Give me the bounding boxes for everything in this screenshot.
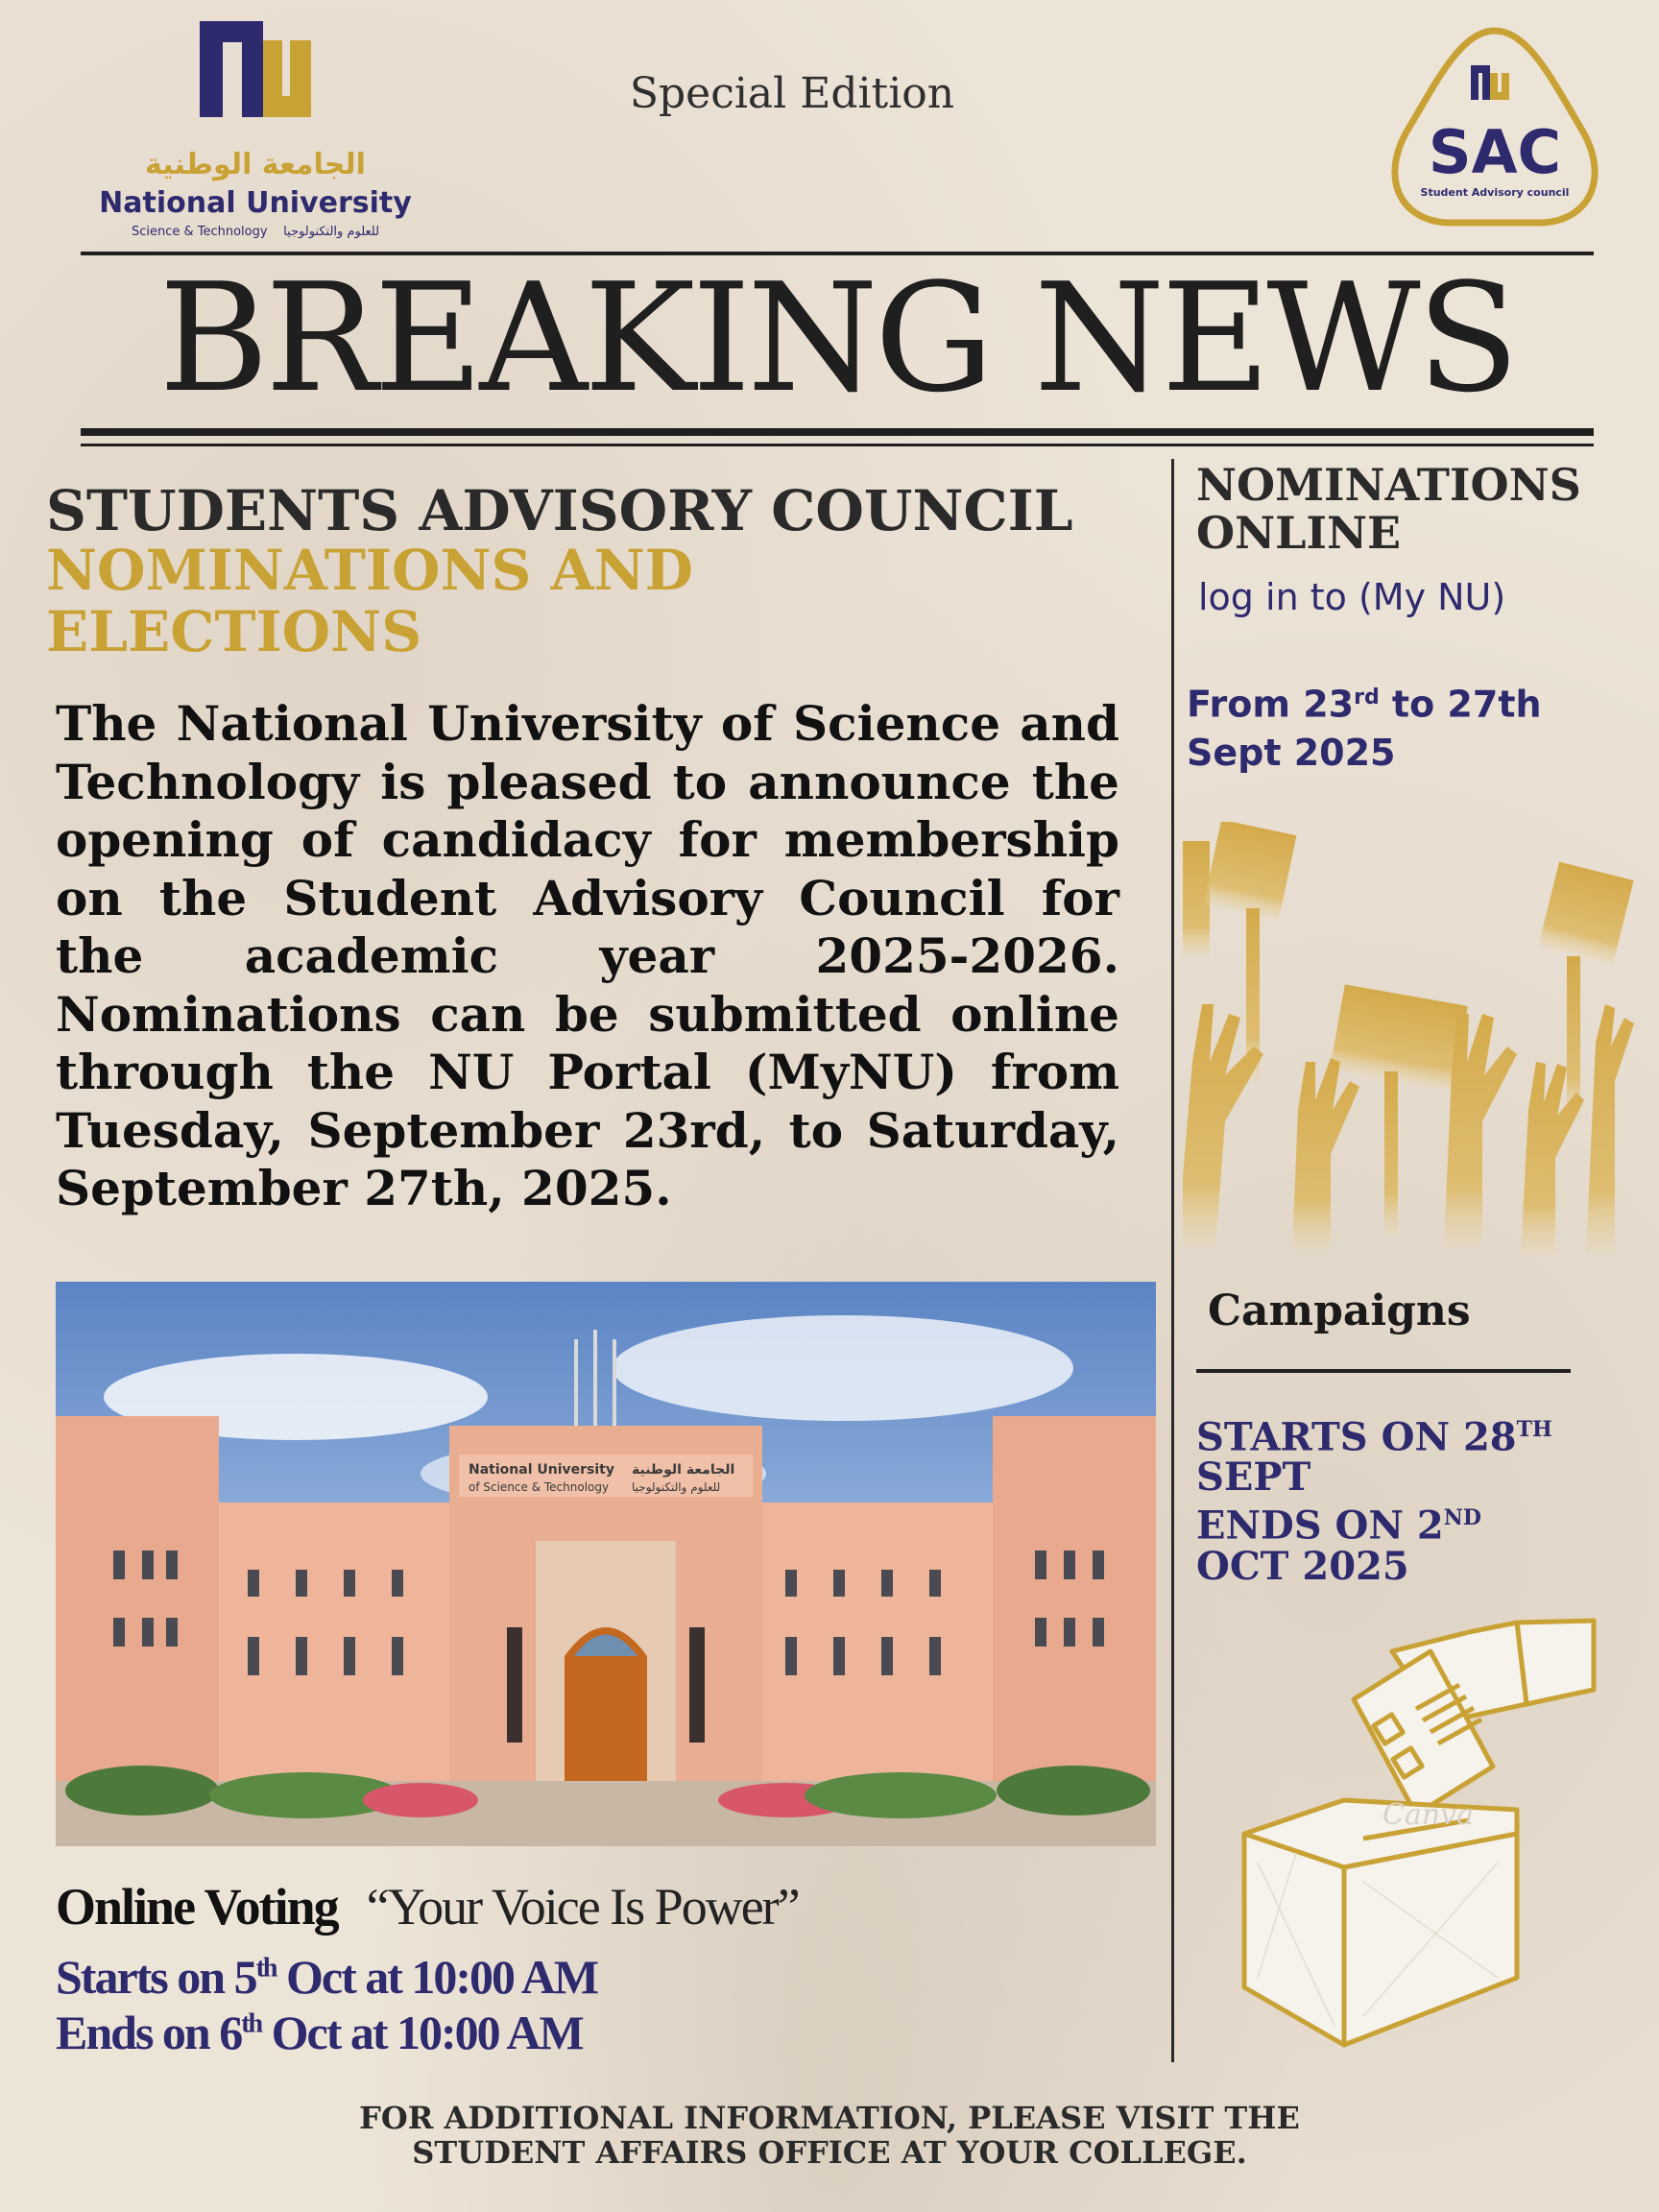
campaign-start-suffix: SEPT — [1196, 1455, 1311, 1501]
sac-logo-full-name: Student Advisory council — [1420, 186, 1570, 199]
raised-hands-signs-illustration — [1183, 822, 1634, 1254]
campaign-start — [1196, 1409, 1619, 1501]
building-sign-en-2: of Science & Technology — [469, 1480, 610, 1494]
building-sign-ar-1: الجامعة الوطنية — [632, 1462, 735, 1478]
campaign-start-sup: TH — [1516, 1417, 1552, 1442]
voting-end-date — [56, 2005, 583, 2060]
nomination-from-suffix: to 27th Sept 2025 — [1187, 683, 1542, 774]
nomination-from-prefix: From 23 — [1187, 683, 1355, 726]
campus-building-photo — [56, 1282, 1156, 1846]
article-title-line-1: STUDENTS ADVISORY COUNCIL — [46, 478, 1073, 543]
nomination-from-sup: rd — [1354, 685, 1380, 709]
online-voting-title: Online Voting — [56, 1878, 338, 1936]
campaign-end-suffix: OCT 2025 — [1196, 1543, 1409, 1589]
footer-line-2: STUDENT AFFAIRS OFFICE AT YOUR COLLEGE. — [412, 2134, 1247, 2171]
campaign-dates — [1196, 1409, 1619, 1587]
nu-logo-arabic-name: الجامعة الوطنية — [145, 148, 366, 181]
masthead-bottom-rule-thin — [81, 444, 1594, 446]
voting-end-prefix: Ends on 6 — [56, 2006, 242, 2059]
voting-start-sup: th — [255, 1953, 276, 1984]
nominations-online-title: NOMINATIONS ONLINE — [1196, 459, 1581, 559]
sac-logo-abbr: SAC — [1428, 117, 1562, 187]
breaking-news-headline: BREAKING NEWS — [158, 251, 1516, 425]
campaign-end-prefix: ENDS ON 2 — [1196, 1503, 1444, 1549]
nu-logo-subtitle-en: Science & Technology — [131, 225, 268, 239]
sac-logo — [1384, 23, 1605, 234]
building-sign-ar-2: للعلوم والتكنولوجيا — [632, 1480, 721, 1494]
voting-end-suffix: Oct at 10:00 AM — [261, 2006, 583, 2059]
voting-start-date — [56, 1949, 597, 2005]
campaign-start-prefix: STARTS ON 28 — [1196, 1414, 1517, 1460]
article-body: The National University of Science and Technology is pleased to announce the opening of candidacy for membership on the Student Advisory Council for the academic year 2025-2026. Nominations can be submitted online through the NU Portal (MyNU) from Tuesday, September 23rd, to Saturday, September 27th, 2025. — [56, 695, 1119, 1216]
nu-logo-subtitle — [92, 225, 419, 239]
nu-logo-mark-icon — [196, 21, 315, 127]
voting-end-sup: th — [241, 2008, 262, 2039]
footer-notice — [0, 2101, 1659, 2170]
campaign-end — [1196, 1498, 1619, 1589]
footer-line-1: FOR ADDITIONAL INFORMATION, PLEASE VISIT THE — [359, 2100, 1300, 2136]
online-voting-line — [56, 1877, 799, 1936]
voting-slogan: “Your Voice Is Power” — [366, 1878, 799, 1936]
nomination-date-range — [1187, 674, 1609, 777]
login-instruction: log in to (My NU) — [1198, 576, 1506, 618]
campaign-end-sup: ND — [1443, 1505, 1481, 1531]
masthead-bottom-rule-thick — [81, 428, 1594, 436]
nu-logo-english-name: National University — [99, 186, 412, 220]
voting-start-prefix: Starts on 5 — [56, 1950, 256, 2004]
nu-logo-subtitle-ar: للعلوم والتكنولوجيا — [283, 225, 380, 239]
voting-start-suffix: Oct at 10:00 AM — [276, 1950, 598, 2004]
ballot-box-icon — [1238, 1613, 1603, 2055]
column-divider — [1171, 459, 1174, 2062]
building-sign-en-1: National University — [469, 1462, 614, 1478]
ballot-watermark: Canva — [1382, 1798, 1474, 1832]
campaigns-heading: Campaigns — [1208, 1286, 1471, 1335]
national-university-logo — [92, 21, 419, 252]
campaigns-rule — [1196, 1369, 1571, 1373]
article-title-line-2: NOMINATIONS AND ELECTIONS — [46, 538, 693, 664]
special-edition-label: Special Edition — [629, 69, 955, 118]
